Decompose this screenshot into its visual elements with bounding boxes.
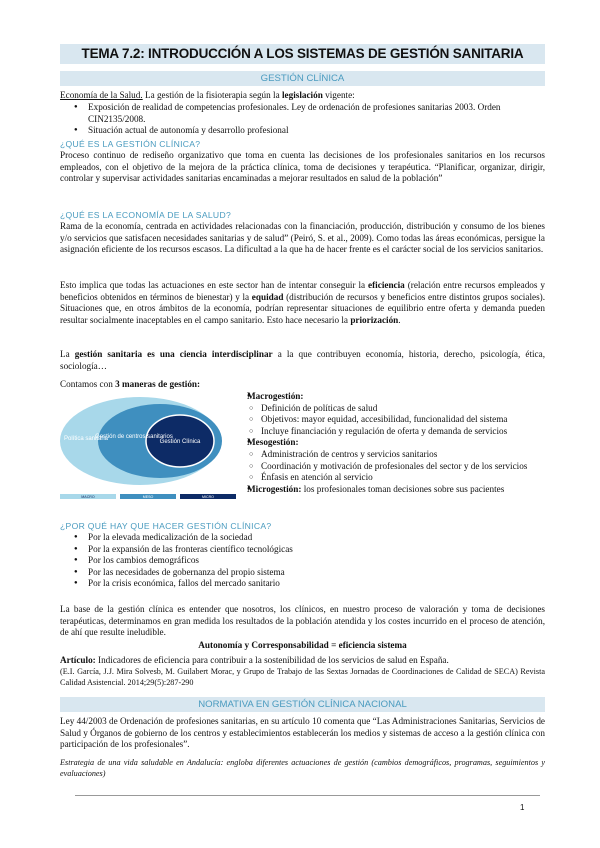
section-heading-gestion-clinica: GESTIÓN CLÍNICA [60, 71, 545, 86]
page-number: 1 [520, 803, 525, 812]
intro-line: Economía de la Salud. La gestión de la fisioterapia según la legislación vigente: [60, 90, 355, 100]
diagram-outer-label: Política sanitaria [64, 436, 109, 442]
centered-formula: Autonomía y Corresponsabilidad = eficiencia sistema [198, 640, 407, 650]
list-item: ● Exposición de realidad de competencias profesionales. Ley de ordenación de profesiones sanitarias 2003. Orden CIN2135/2008. [60, 102, 545, 125]
list-item: ○ Objetivos: mayor equidad, accesibilidad, funcionalidad del sistema [247, 414, 545, 426]
definition-gestion-clinica: Proceso continuo de rediseño organizativo que toma en cuenta las decisiones de los profesionales sanitarios en los recursos empleados, con el objetivo de la mejora de la práctica clínica, toma de decisiones y terapéutica. “Planificar, organizar, dirigir, controlar y supervisar actividades sanitarias encaminadas a mejorar resultados en salud de la población” [60, 150, 545, 184]
article-reference: (E.I. García, J.J. Mira Solvesb, M. Guilabert Morac, y Grupo de Trabajo de las Sextas Jornadas de Coordinaciones de Calidad de SECA) Revista Calidad Asistencial. 2014;29(5):287-290 [60, 667, 545, 687]
diagram-bar-label: MESO [142, 495, 154, 499]
list-item: ○ Administración de centros y servicios sanitarios [247, 449, 545, 461]
question-economia-salud: ¿QUÉ ES LA ECONOMÍA DE LA SALUD? [60, 210, 232, 220]
footer-divider [75, 795, 540, 796]
list-item: ● Por la elevada medicalización de la sociedad [60, 532, 545, 544]
list-item: ● Por los cambios demográficos [60, 555, 545, 567]
gestion-levels-list [233, 391, 545, 495]
diagram-bar-label: MACRO [81, 495, 95, 499]
section-heading-normativa: NORMATIVA EN GESTIÓN CLÍNICA NACIONAL [60, 697, 545, 712]
why-list [60, 532, 545, 590]
list-item: ○ Énfasis en atención al servicio [247, 472, 545, 484]
list-item: ● Mesogestión: ○ Administración de centros y servicios sanitarios ○ Coordinación y motivación de profesionales del sector y de los servicios ○ Énfasis en atención al servicio [233, 437, 545, 483]
list-item: ● Situación actual de autonomía y desarrollo profesional [60, 125, 545, 137]
list-item: ○ Coordinación y motivación de profesionales del sector y de los servicios [247, 461, 545, 473]
article-line: Artículo: Indicadores de eficiencia para contribuir a la sostenibilidad de los servicios de salud en España. [60, 655, 449, 665]
paragraph-eficiencia-equidad: Esto implica que todas las actuaciones en este sector han de intentar conseguir la eficiencia (relación entre recursos empleados y beneficios obtenidos en términos de bienestar) y la equidad (distribución de recursos y beneficios entre distintos grupos sociales). Situaciones que, en otros ámbitos de la economía, podrían representar situaciones de equilibrio entre oferta y demanda pueden resultar socialmente inaceptables en el campo sanitario. Esto hace necesario la priorización. [60, 280, 546, 325]
paragraph-estrategia: Estrategia de una vida saludable en Andalucía: engloba diferentes actuaciones de gestión (cambios demográficos, programas, seguimientos y evaluaciones) [60, 758, 545, 778]
list-item: ○ Incluye financiación y regulación de oferta y demanda de servicios [247, 426, 545, 438]
list-item: ● Microgestión: los profesionales toman decisiones sobre sus pacientes [233, 484, 545, 496]
economia-salud-link: Economía de la Salud. [60, 90, 143, 100]
list-item: ● Por la expansión de las fronteras científico tecnológicas [60, 544, 545, 556]
list-item: ● Por la crisis económica, fallos del mercado sanitario [60, 578, 545, 590]
paragraph-interdisciplinar: La gestión sanitaria es una ciencia interdisciplinar a la que contribuyen economía, historia, derecho, psicología, ética, sociología… [60, 349, 545, 371]
list-item: ● Macrogestión: ○ Definición de políticas de salud ○ Objetivos: mayor equidad, accesibilidad, funcionalidad del sistema ○ Incluye financiación y regulación de oferta y demanda de servicios [233, 391, 545, 437]
list-item: ● Por las necesidades de gobernanza del propio sistema [60, 567, 545, 579]
paragraph-maneras-gestion: Contamos con 3 maneras de gestión: [60, 379, 201, 389]
diagram-middle-label: Gestión de centros sanitarios [95, 434, 173, 440]
definition-economia-salud: Rama de la economía, centrada en actividades relacionadas con la financiación, producción, distribución y consumo de los bienes y/o servicios que satisfacen necesidades sanitarias y de salud” (Peiró, S. et al., 2009). Como todas las áreas económicas, persigue la asignación eficiente de los recursos escasos. La dificultad a la que ha de hacer frente es el carácter social de los servicios sanitarios. [60, 221, 545, 255]
paragraph-ley: Ley 44/2003 de Ordenación de profesiones sanitarias, en su artículo 10 comenta que “Las Administraciones Sanitarias, Servicios de Salud y Órganos de gobierno de los centros y establecimientos establecerán los medios y sistemas de acceso a la gestión clínica con participación de los profesionales”. [60, 716, 545, 750]
gestion-levels-diagram [60, 394, 242, 510]
document-title: TEMA 7.2: INTRODUCCIÓN A LOS SISTEMAS DE GESTIÓN SANITARIA [60, 44, 545, 64]
question-gestion-clinica: ¿QUÉ ES LA GESTIÓN CLÍNICA? [60, 139, 201, 149]
question-por-que: ¿POR QUÉ HAY QUE HACER GESTIÓN CLÍNICA? [60, 521, 272, 531]
diagram-inner-label: Gestión Clínica [159, 439, 201, 445]
diagram-bar-label: MICRO [202, 495, 214, 499]
intro-bullets [60, 102, 545, 137]
list-item: ○ Definición de políticas de salud [247, 403, 545, 415]
paragraph-base-gestion: La base de la gestión clínica es entender que nosotros, los clínicos, en nuestro proceso de valoración y toma de decisiones terapéuticas, determinamos en gran medida los resultados de la población atendida y los costes incurrido en el proceso de atención, de ahí que resulte ineludible. [60, 604, 545, 638]
